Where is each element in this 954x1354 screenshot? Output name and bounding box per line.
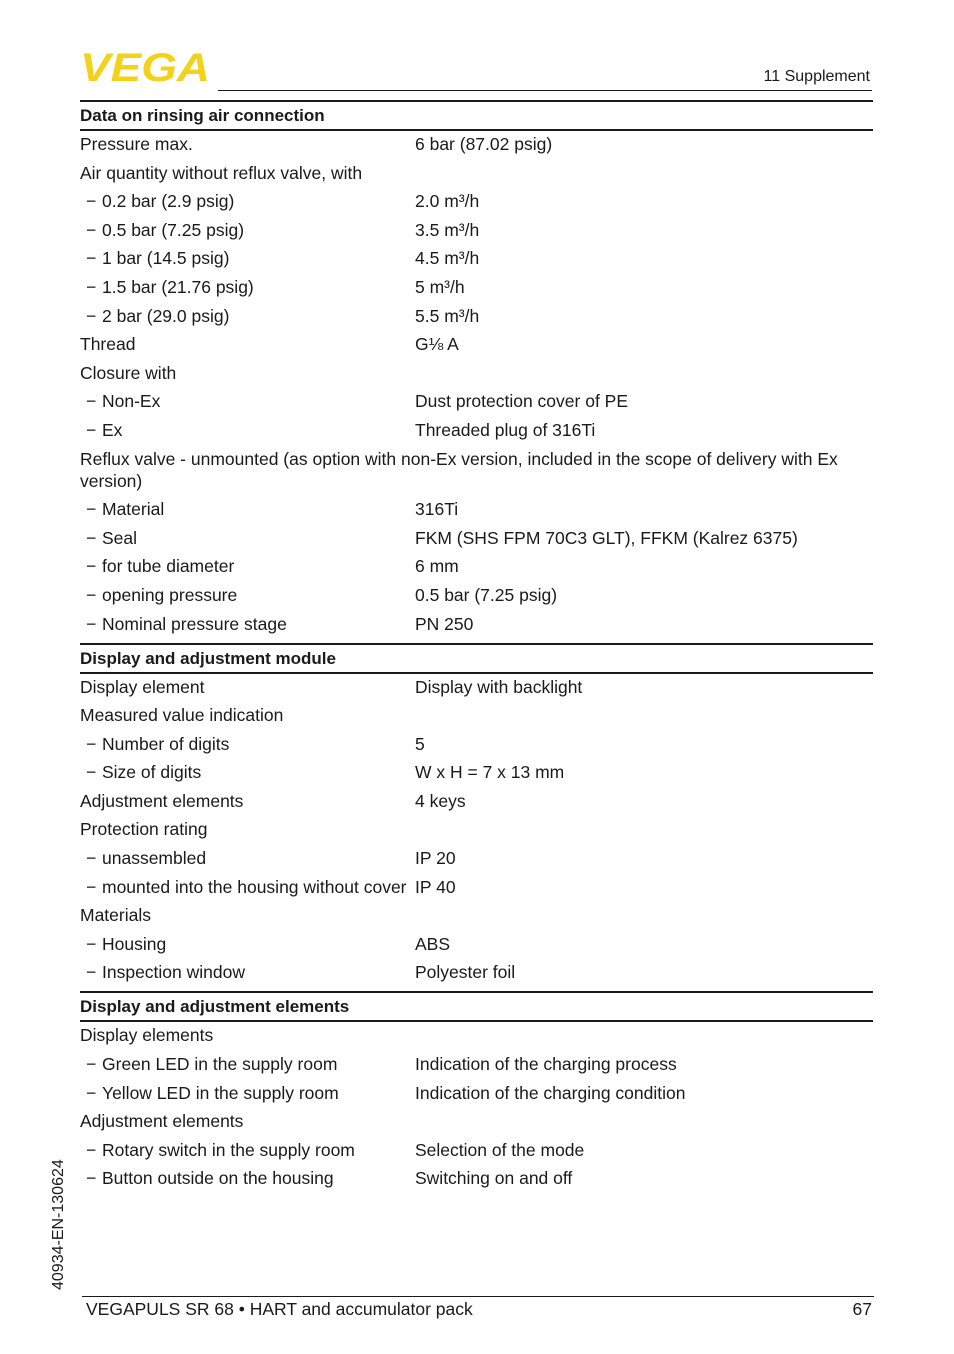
spec-label [80, 1053, 415, 1075]
spec-value: Polyester foil [415, 962, 516, 983]
header-rule [218, 90, 872, 91]
spec-value [415, 904, 873, 926]
list-dash: − [86, 391, 97, 412]
section-heading: Data on rinsing air connection [80, 100, 873, 131]
spec-row [80, 584, 873, 606]
section-heading: Display and adjustment module [80, 643, 873, 674]
list-dash: − [86, 527, 97, 548]
spec-row [80, 1167, 873, 1189]
spec-label: Adjustment elements [80, 790, 244, 811]
spec-row [80, 818, 873, 840]
spec-label-text: opening pressure [102, 584, 238, 605]
spec-row [80, 733, 873, 755]
spec-value: PN 250 [415, 613, 474, 634]
list-dash: − [86, 305, 97, 326]
spec-row [80, 527, 873, 549]
spec-label [80, 219, 415, 241]
spec-value: Dust protection cover of PE [415, 391, 629, 412]
spec-row [80, 276, 873, 298]
list-dash: − [86, 876, 97, 897]
list-dash: − [86, 419, 97, 440]
list-dash: − [86, 219, 97, 240]
list-dash: − [86, 276, 97, 297]
spec-label [80, 276, 415, 298]
spec-label-text: 0.2 bar (2.9 psig) [102, 191, 235, 212]
spec-value [415, 362, 873, 384]
spec-value: W x H = 7 x 13 mm [415, 762, 565, 783]
spec-value: 4.5 m³/h [415, 248, 480, 269]
spec-section [80, 100, 873, 635]
spec-section [80, 991, 873, 1189]
spec-value: ABS [415, 933, 451, 954]
spec-label-text: Material [102, 499, 165, 520]
spec-label-text: mounted into the housing without cover [102, 876, 407, 897]
spec-label-text: Housing [102, 933, 167, 954]
spec-label [80, 190, 415, 212]
svg-text:VEGA: VEGA [80, 50, 210, 84]
spec-label-text: Inspection window [102, 962, 245, 983]
spec-label: Display elements [80, 1025, 214, 1046]
spec-value: Selection of the mode [415, 1139, 585, 1160]
spec-label: Materials [80, 905, 151, 926]
spec-value: IP 40 [415, 876, 456, 897]
vega-logo-icon [80, 50, 212, 84]
spec-row [80, 904, 873, 926]
list-dash: − [86, 1054, 97, 1075]
list-dash: − [86, 584, 97, 605]
section-heading: Display and adjustment elements [80, 991, 873, 1022]
spec-value: 6 bar (87.02 psig) [415, 134, 553, 154]
spec-row [80, 790, 873, 812]
spec-label-text: Button outside on the housing [102, 1168, 334, 1189]
spec-label [80, 247, 415, 269]
spec-label [80, 733, 415, 755]
spec-label [80, 1167, 415, 1189]
spec-row [80, 613, 873, 635]
list-dash: − [86, 733, 97, 754]
list-dash: − [86, 762, 97, 783]
spec-value: G⅛ A [415, 334, 459, 355]
spec-label [80, 933, 415, 955]
spec-row [80, 247, 873, 269]
list-dash: − [86, 248, 97, 269]
spec-label [80, 1139, 415, 1161]
spec-label [80, 761, 415, 783]
list-dash: − [86, 556, 97, 577]
spec-row [80, 219, 873, 241]
spec-label: Protection rating [80, 819, 208, 840]
spec-value: Display with backlight [415, 676, 583, 697]
spec-label-text: unassembled [102, 848, 207, 869]
spec-row [80, 498, 873, 520]
spec-value [415, 818, 873, 840]
spec-label-text: Non-Ex [102, 391, 161, 412]
spec-row [80, 555, 873, 577]
list-dash: − [86, 1139, 97, 1160]
spec-value: Indication of the charging condition [415, 1082, 686, 1103]
spec-row [80, 1053, 873, 1075]
spec-label [80, 847, 415, 869]
spec-label-text: Number of digits [102, 733, 230, 754]
spec-label [80, 305, 415, 327]
spec-row [80, 847, 873, 869]
spec-value: 316Ti [415, 499, 459, 520]
list-dash: − [86, 613, 97, 634]
spec-value [415, 704, 873, 726]
spec-label: Closure with [80, 362, 177, 383]
spec-label: Reflux valve - unmounted (as option with non-Ex version, included in the scope of delivery with Ex version) [80, 448, 838, 491]
spec-value: Indication of the charging process [415, 1054, 677, 1075]
spec-label-text: 1 bar (14.5 psig) [102, 248, 230, 269]
spec-value: 4 keys [415, 790, 466, 811]
spec-label-text: Yellow LED in the supply room [102, 1082, 339, 1103]
section-label: 11 Supplement [763, 68, 870, 85]
spec-row [80, 133, 873, 155]
spec-label [80, 876, 415, 898]
spec-label [80, 498, 415, 520]
spec-row [80, 961, 873, 983]
vega-logo [80, 50, 212, 84]
spec-label-text: 1.5 bar (21.76 psig) [102, 276, 254, 297]
spec-row [80, 190, 873, 212]
spec-label: Air quantity without reflux valve, with [80, 162, 363, 183]
spec-label: Display element [80, 676, 205, 697]
list-dash: − [86, 499, 97, 520]
spec-section [80, 643, 873, 984]
spec-label [80, 1082, 415, 1104]
spec-value: 3.5 m³/h [415, 219, 480, 240]
spec-value [415, 1024, 873, 1046]
spec-value: 2.0 m³/h [415, 191, 480, 212]
spec-row [80, 1139, 873, 1161]
spec-label [80, 419, 415, 441]
spec-label: Adjustment elements [80, 1111, 244, 1132]
spec-row [80, 876, 873, 898]
spec-label-text: Ex [102, 419, 123, 440]
spec-label [80, 613, 415, 635]
spec-row [80, 419, 873, 441]
page-number: 67 [852, 1299, 872, 1319]
spec-label-text: Seal [102, 527, 138, 548]
spec-label [80, 961, 415, 983]
spec-value: 5 [415, 733, 425, 754]
spec-label [80, 527, 415, 549]
spec-label-text: Nominal pressure stage [102, 613, 287, 634]
spec-value: Threaded plug of 316Ti [415, 419, 596, 440]
spec-row [80, 305, 873, 327]
footer-rule [82, 1296, 874, 1297]
spec-row [80, 448, 873, 492]
spec-value: 5 m³/h [415, 276, 465, 297]
spec-value: 6 mm [415, 556, 459, 577]
spec-row [80, 1024, 873, 1046]
document-id: 40934-EN-130624 [50, 1159, 67, 1290]
spec-row [80, 676, 873, 698]
list-dash: − [86, 1082, 97, 1103]
spec-label: Pressure max. [80, 134, 193, 154]
spec-label-text: for tube diameter [102, 556, 235, 577]
spec-row [80, 333, 873, 355]
spec-value [415, 1110, 873, 1132]
spec-label-text: 2 bar (29.0 psig) [102, 305, 230, 326]
list-dash: − [86, 848, 97, 869]
spec-value: FKM (SHS FPM 70C3 GLT), FFKM (Kalrez 6375) [415, 527, 798, 548]
spec-label: Measured value indication [80, 705, 284, 726]
spec-row [80, 362, 873, 384]
list-dash: − [86, 1168, 97, 1189]
spec-value: IP 20 [415, 848, 456, 869]
spec-value [415, 162, 873, 184]
spec-label-text: Green LED in the supply room [102, 1054, 338, 1075]
spec-row [80, 761, 873, 783]
footer-title: VEGAPULS SR 68 • HART and accumulator pack [86, 1299, 473, 1319]
spec-content [80, 100, 873, 1197]
spec-value: 0.5 bar (7.25 psig) [415, 584, 558, 605]
spec-label: Thread [80, 334, 136, 355]
spec-label-text: Size of digits [102, 762, 202, 783]
list-dash: − [86, 962, 97, 983]
list-dash: − [86, 933, 97, 954]
spec-label [80, 555, 415, 577]
spec-row [80, 1082, 873, 1104]
spec-label [80, 584, 415, 606]
spec-value: 5.5 m³/h [415, 305, 480, 326]
spec-row [80, 704, 873, 726]
spec-row [80, 1110, 873, 1132]
spec-label-text: Rotary switch in the supply room [102, 1139, 355, 1160]
list-dash: − [86, 191, 97, 212]
spec-row [80, 390, 873, 412]
spec-row [80, 162, 873, 184]
spec-label-text: 0.5 bar (7.25 psig) [102, 219, 245, 240]
spec-value: Switching on and off [415, 1168, 573, 1189]
spec-row [80, 933, 873, 955]
spec-label [80, 390, 415, 412]
